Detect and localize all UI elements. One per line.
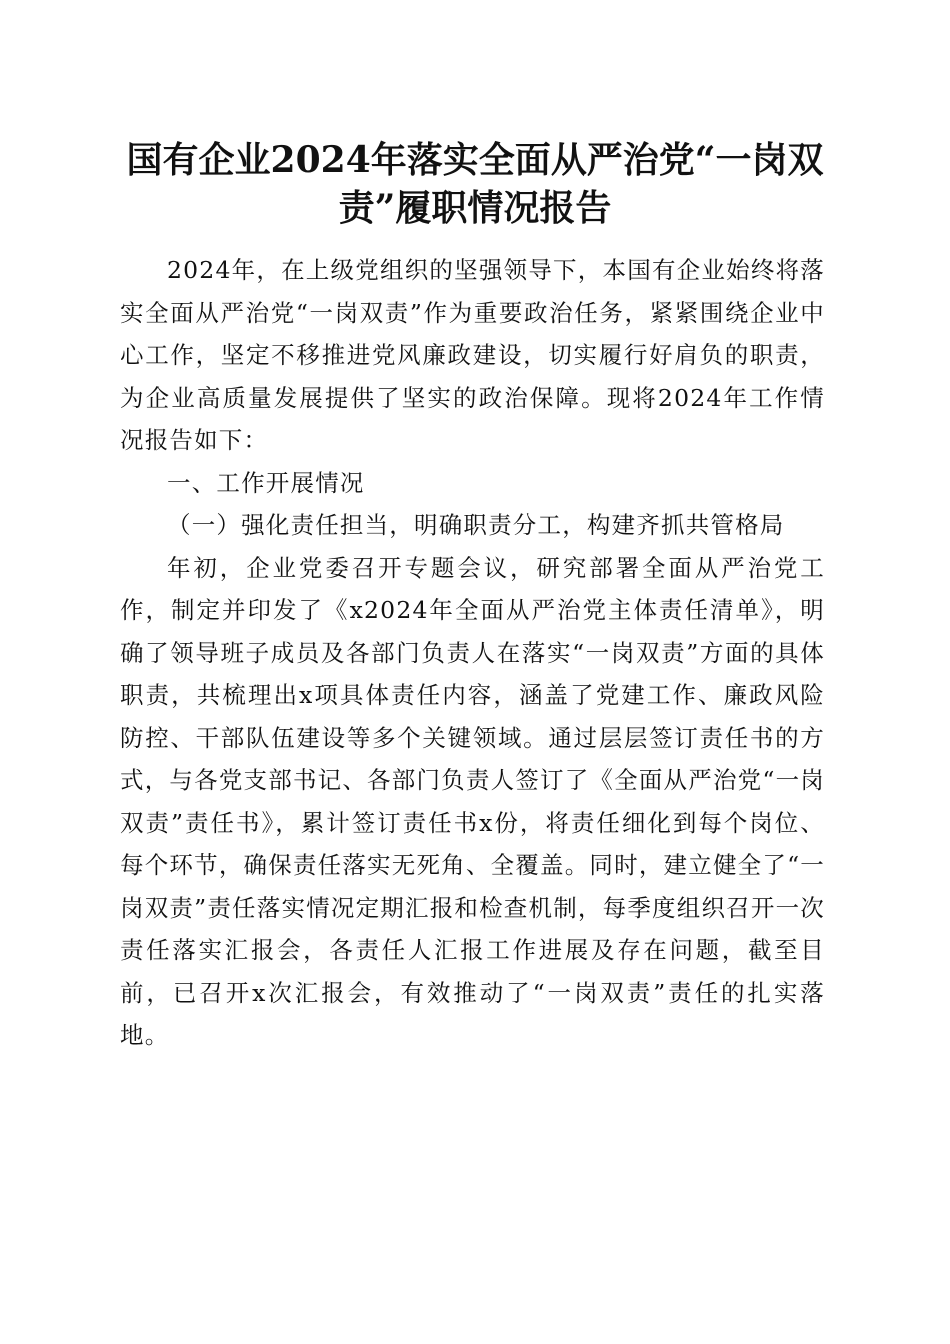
intro-paragraph: 2024年，在上级党组织的坚强领导下，本国有企业始终将落实全面从严治党“一岗双责”作为重要政治任务，紧紧围绕企业中心工作，坚定不移推进党风廉政建设，切实履行好肩负的职责，为企业高质量发展提供了坚实的政治保障。现将2024年工作情况报告如下： [120, 256, 825, 454]
document-title [118, 136, 832, 232]
subsection-heading: （一）强化责任担当，明确职责分工，构建齐抓共管格局 [167, 511, 785, 539]
title-line-1: 国有企业2024年落实全面从严治党“一岗双 [126, 139, 824, 181]
title-line-2: 责”履职情况报告 [338, 187, 612, 229]
document-body [120, 249, 825, 1057]
section-heading: 一、工作开展情况 [167, 468, 365, 497]
body-paragraph: 年初，企业党委召开专题会议，研究部署全面从严治党工作，制定并印发了《x2024年全面从严治党主体责任清单》，明确了领导班子成员及各部门负责人在落实“一岗双责”方面的具体职责，共梳理出x项具体责任内容，涵盖了党建工作、廉政风险防控、干部队伍建设等多个关键领域。通过层层签订责任书的方式，与各党支部书记、各部门负责人签订了《全面从严治党“一岗双责”责任书》，累计签订责任书x份，将责任细化到每个岗位、每个环节，确保责任落实无死角、全覆盖。同时，建立健全了“一岗双责”责任落实情况定期汇报和检查机制，每季度组织召开一次责任落实汇报会，各责任人汇报工作进展及存在问题，截至目前，已召开x次汇报会，有效推动了“一岗双责”责任的扎实落地。 [120, 553, 825, 1049]
